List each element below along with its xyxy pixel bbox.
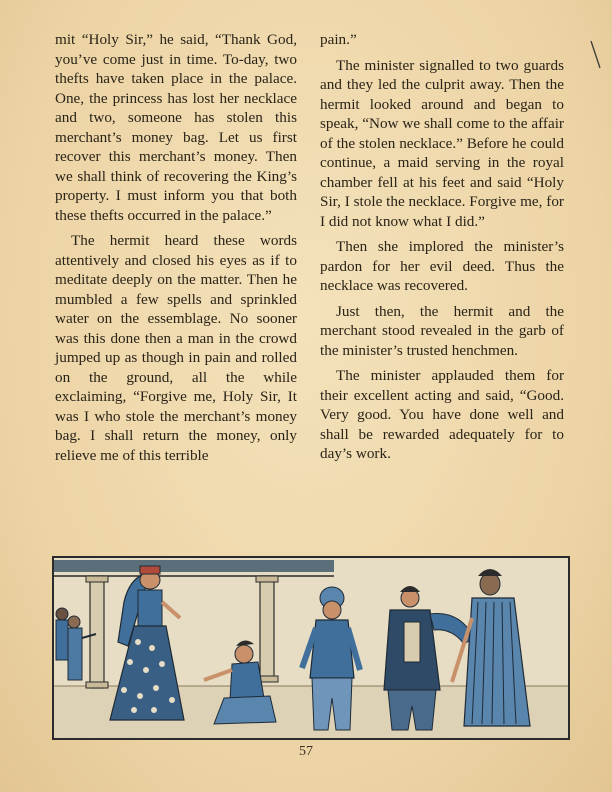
left-text-column: [55, 30, 297, 465]
story-illustration: [52, 556, 570, 740]
right-paragraph-5: The minister applauded them for their excellent acting and said, “Good. Very good. You have done well and shall be rewarded adequately for to day’s work.: [320, 367, 564, 462]
page-number: 57: [299, 744, 313, 759]
right-paragraph-4: Just then, the hermit and the merchant stood revealed in the garb of the minister’s trusted henchmen.: [320, 302, 564, 359]
left-paragraph-1: mit “Holy Sir,” he said, “Thank God, you’ve come just in time. To-day, two thefts have taken place in the palace. One, the princess has lost her necklace and two, someone has stolen this merchant’s money bag. Let us first recover this merchant’s money. Then we shall think of recovering the King’s property. I must inform you that both these thefts occurred in the palace.”: [55, 31, 297, 224]
right-paragraph-3: Then she implored the minister’s pardon for her evil deed. Thus the necklace was recovered.: [320, 238, 564, 294]
roof-beam: [54, 560, 334, 572]
right-paragraph-2: The minister signalled to two guards and they led the culprit away. Then the hermit looked around and began to speak, “Now we shall come to the affair of the stolen necklace.” Before he could continue, a maid serving in the royal chamber fell at his feet and said “Holy Sir, I stole the necklace. Forgive me, for I did not know what I did.”: [320, 56, 564, 230]
pen-mark: [590, 40, 602, 70]
left-paragraph-2: The hermit heard these words attentively and closed his eyes as if to meditate deeply on the matter. Then he mumbled a few spells and sprinkled water on the essemblage. No sooner was this done then a man in the crowd jumped up as though in pain and rolled on the ground, all the while exclaiming, “Forgive me, Holy Sir, It was I who stole the merchant’s money bag. I shall return the money, only relieve me of this terrible: [55, 232, 297, 464]
right-paragraph-1: pain.”: [320, 31, 357, 48]
right-text-column: [320, 30, 564, 464]
illustration-drawing: [54, 558, 568, 738]
